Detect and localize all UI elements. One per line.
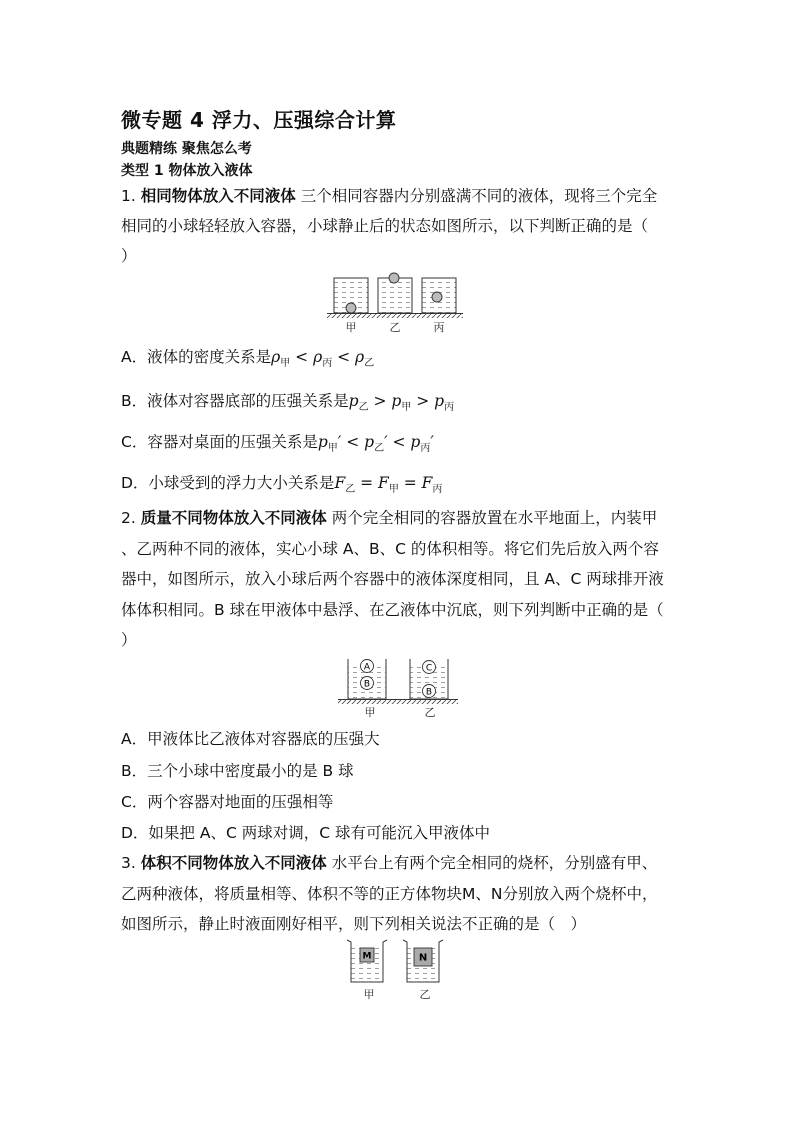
q2-label-yi: 乙	[424, 706, 436, 719]
ball-c	[423, 661, 436, 674]
q3-number: 3.	[121, 854, 136, 872]
svg-text:C: C	[425, 663, 433, 674]
q1-option-a[interactable]: A．液体的密度关系是$\rho_甲 < \rho_丙 < \rho_乙$	[121, 348, 375, 370]
ball-bing	[432, 292, 442, 302]
q1-line3: ）	[121, 247, 137, 265]
q2-option-d[interactable]: D．如果把 A、C 两球对调，C 球有可能沉入甲液体中	[121, 824, 490, 842]
svg-text:M: M	[362, 951, 372, 962]
type-heading: 类型 1 物体放入液体	[121, 163, 253, 179]
ball-a	[361, 660, 374, 673]
q1-option-c[interactable]: C．容器对桌面的压强关系是$p_甲' < p_乙' < p_丙'$	[121, 433, 434, 455]
q1-option-b[interactable]: B．液体对容器底部的压强关系是$p_乙 > p_甲 > p_丙$	[121, 392, 455, 414]
q2-option-b[interactable]: B．三个小球中密度最小的是 B 球	[121, 762, 354, 780]
q3-line1	[121, 848, 657, 878]
ball-b-jia	[361, 677, 374, 690]
q3-label-yi: 乙	[419, 988, 431, 1001]
q3-label-jia: 甲	[363, 988, 375, 1001]
svg-text:B: B	[425, 687, 433, 698]
q1-line2: 相同的小球轻轻放入容器，小球静止后的状态如图所示，以下判断正确的是（	[121, 217, 649, 235]
q2-option-c[interactable]: C．两个容器对地面的压强相等	[121, 793, 334, 811]
q1-text-1: 三个相同容器内分别盛满不同的液体，现将三个完全	[300, 187, 658, 205]
ball-yi	[389, 273, 399, 283]
q1-number: 1.	[121, 187, 136, 205]
q3-figure	[342, 936, 452, 1002]
svg-text:B: B	[363, 679, 371, 690]
q2-line5: ）	[121, 631, 137, 649]
svg-text:A: A	[363, 662, 371, 673]
block-n	[414, 948, 432, 966]
q1-label-yi: 乙	[389, 321, 401, 334]
q2-text-1: 两个完全相同的容器放置在水平地面上，内装甲	[331, 509, 658, 527]
q2-line2: 、乙两种不同的液体，实心小球 A、B、C 的体积相等。将它们先后放入两个容	[121, 540, 659, 558]
q3-text-1: 水平台上有两个完全相同的烧杯，分别盛有甲、	[331, 854, 658, 872]
page-title: 微专题 4 浮力、压强综合计算	[121, 108, 397, 132]
q1-label-jia: 甲	[345, 321, 357, 334]
q2-line4: 体体积相同。B 球在甲液体中悬浮、在乙液体中沉底，则下列判断中正确的是（	[121, 601, 664, 619]
q2-number: 2.	[121, 509, 136, 527]
q1-label-bing: 丙	[433, 321, 445, 334]
ball-b-yi	[423, 685, 436, 698]
q1-figure	[325, 270, 465, 336]
ball-jia	[346, 303, 356, 313]
svg-text:N: N	[418, 952, 428, 964]
q1-line1	[121, 181, 657, 211]
q3-tag: 体积不同物体放入不同液体	[140, 854, 327, 872]
q3-line2: 乙两种液体，将质量相等、体积不等的正方体物块M、N分别放入两个烧杯中，	[121, 885, 658, 903]
q2-line3: 器中，如图所示，放入小球后两个容器中的液体深度相同，且 A、C 两球排开液	[121, 570, 664, 588]
q1-option-d[interactable]: D．小球受到的浮力大小关系是$F_乙 = F_甲 = F_丙$	[121, 474, 443, 496]
q2-option-a[interactable]: A．甲液体比乙液体对容器底的压强大	[121, 730, 380, 748]
q3-line3: 如图所示，静止时液面刚好相平，则下列相关说法不正确的是（ ）	[121, 915, 587, 933]
q2-label-jia: 甲	[364, 706, 376, 719]
q1-tag: 相同物体放入不同液体	[140, 187, 296, 205]
q2-tag: 质量不同物体放入不同液体	[140, 509, 327, 527]
q2-figure	[336, 655, 460, 721]
section-heading: 典题精练 聚焦怎么考	[121, 141, 252, 157]
block-m	[360, 948, 374, 962]
q2-line1	[121, 503, 657, 533]
